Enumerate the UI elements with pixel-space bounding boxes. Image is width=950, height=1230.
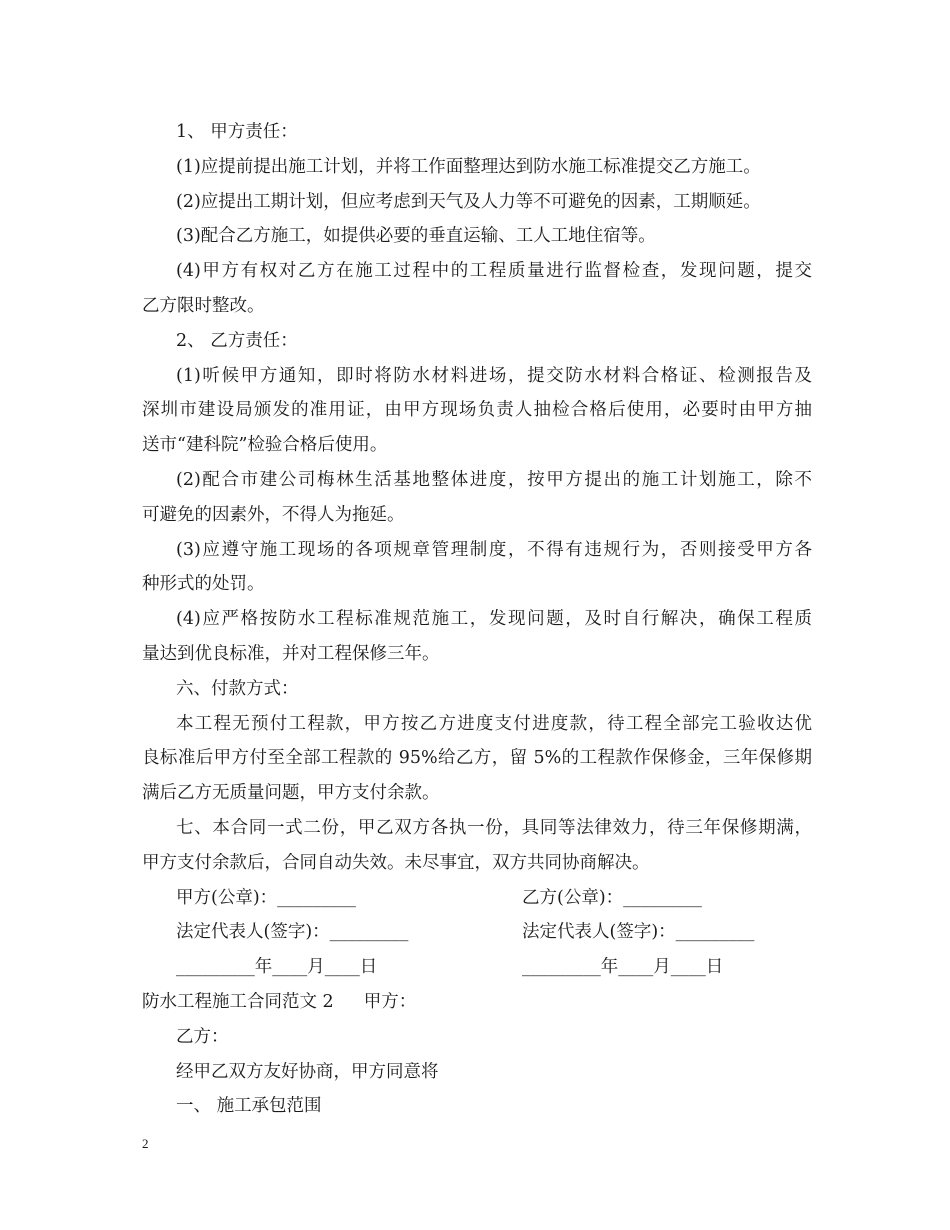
second-contract-party-a: 甲方：: [363, 991, 417, 1012]
paragraph-line: (1)应提前提出施工计划，并将工作面整理达到防水施工标准提交乙方施工。: [176, 156, 761, 177]
heading-party-b-duties: 2、 乙方责任：: [176, 330, 298, 351]
paragraph-line: 本工程无预付工程款，甲方按乙方进度支付进度款，待工程全部完工验收达优: [176, 713, 812, 734]
signature-row-seal: [142, 881, 812, 916]
paragraph-line: (3)配合乙方施工，如提供必要的垂直运输、工人工地住宿等。: [176, 226, 656, 247]
party-b-label: 乙方：: [176, 1026, 229, 1047]
paragraph-line: (1)听候甲方通知，即时将防水材料进场，提交防水材料合格证、检测报告及: [176, 365, 812, 386]
paragraph-line: 经甲乙双方友好协商，甲方同意将: [176, 1061, 439, 1082]
page-number: 2: [142, 1136, 149, 1151]
party-a-date-field: _________年____月____日: [176, 957, 378, 978]
heading-payment-method: 六、付款方式：: [176, 678, 299, 699]
paragraph-line: (4)应严格按防水工程标准规范施工，发现问题，及时自行解决，确保工程质: [176, 609, 812, 630]
signature-row-representative: [142, 915, 812, 950]
paragraph-line: 甲方支付余款后，合同自动失效。未尽事宜，双方共同协商解决。: [142, 852, 650, 873]
paragraph-line: 量达到优良标准，并对工程保修三年。: [142, 643, 440, 664]
paragraph-line: (4)甲方有权对乙方在施工过程中的工程质量进行监督检查，发现问题，提交: [176, 261, 812, 282]
party-b-representative-field: 法定代表人(签字)：_________: [522, 922, 755, 943]
signature-row-date: [142, 950, 812, 985]
document-body: [142, 115, 812, 1124]
paragraph-line: 满后乙方无质量问题，甲方支付余款。: [142, 783, 440, 804]
party-b-date-field: _________年____月____日: [522, 957, 724, 978]
paragraph-line: (2)配合市建公司梅林生活基地整体进度，按甲方提出的施工计划施工，除不: [176, 469, 812, 490]
paragraph-line: (3)应遵守施工现场的各项规章管理制度，不得有违规行为，否则接受甲方各: [176, 539, 812, 560]
second-contract-title-line: [142, 985, 812, 1020]
paragraph-line: (2)应提出工期计划，但应考虑到天气及人力等不可避免的因素，工期顺延。: [176, 191, 761, 212]
paragraph-line: 深圳市建设局颁发的准用证，由甲方现场负责人抽检合格后使用，必要时由甲方抽: [142, 400, 812, 421]
paragraph-line: 送市“建科院”检验合格后使用。: [142, 435, 388, 456]
heading-party-a-duties: 1、 甲方责任：: [176, 122, 298, 142]
paragraph-line: 种形式的处罚。: [142, 574, 265, 595]
paragraph-line: 良标准后甲方付至全部工程款的 95%给乙方，留 5%的工程款作保修金，三年保修期: [142, 748, 812, 769]
party-a-representative-field: 法定代表人(签字)：_________: [176, 922, 409, 943]
second-contract-title: 防水工程施工合同范文 2: [142, 991, 334, 1012]
paragraph-line: 可避免的因素外，不得人为拖延。: [142, 504, 405, 525]
party-a-seal-field: 甲方(公章)：_________: [176, 887, 356, 908]
paragraph-line: 乙方限时整改。: [142, 295, 265, 316]
party-b-seal-field: 乙方(公章)：_________: [522, 887, 702, 908]
heading-construction-scope: 一、 施工承包范围: [176, 1096, 322, 1117]
paragraph-line: 七、本合同一式二份，甲乙双方各执一份，具同等法律效力，待三年保修期满，: [176, 817, 812, 838]
